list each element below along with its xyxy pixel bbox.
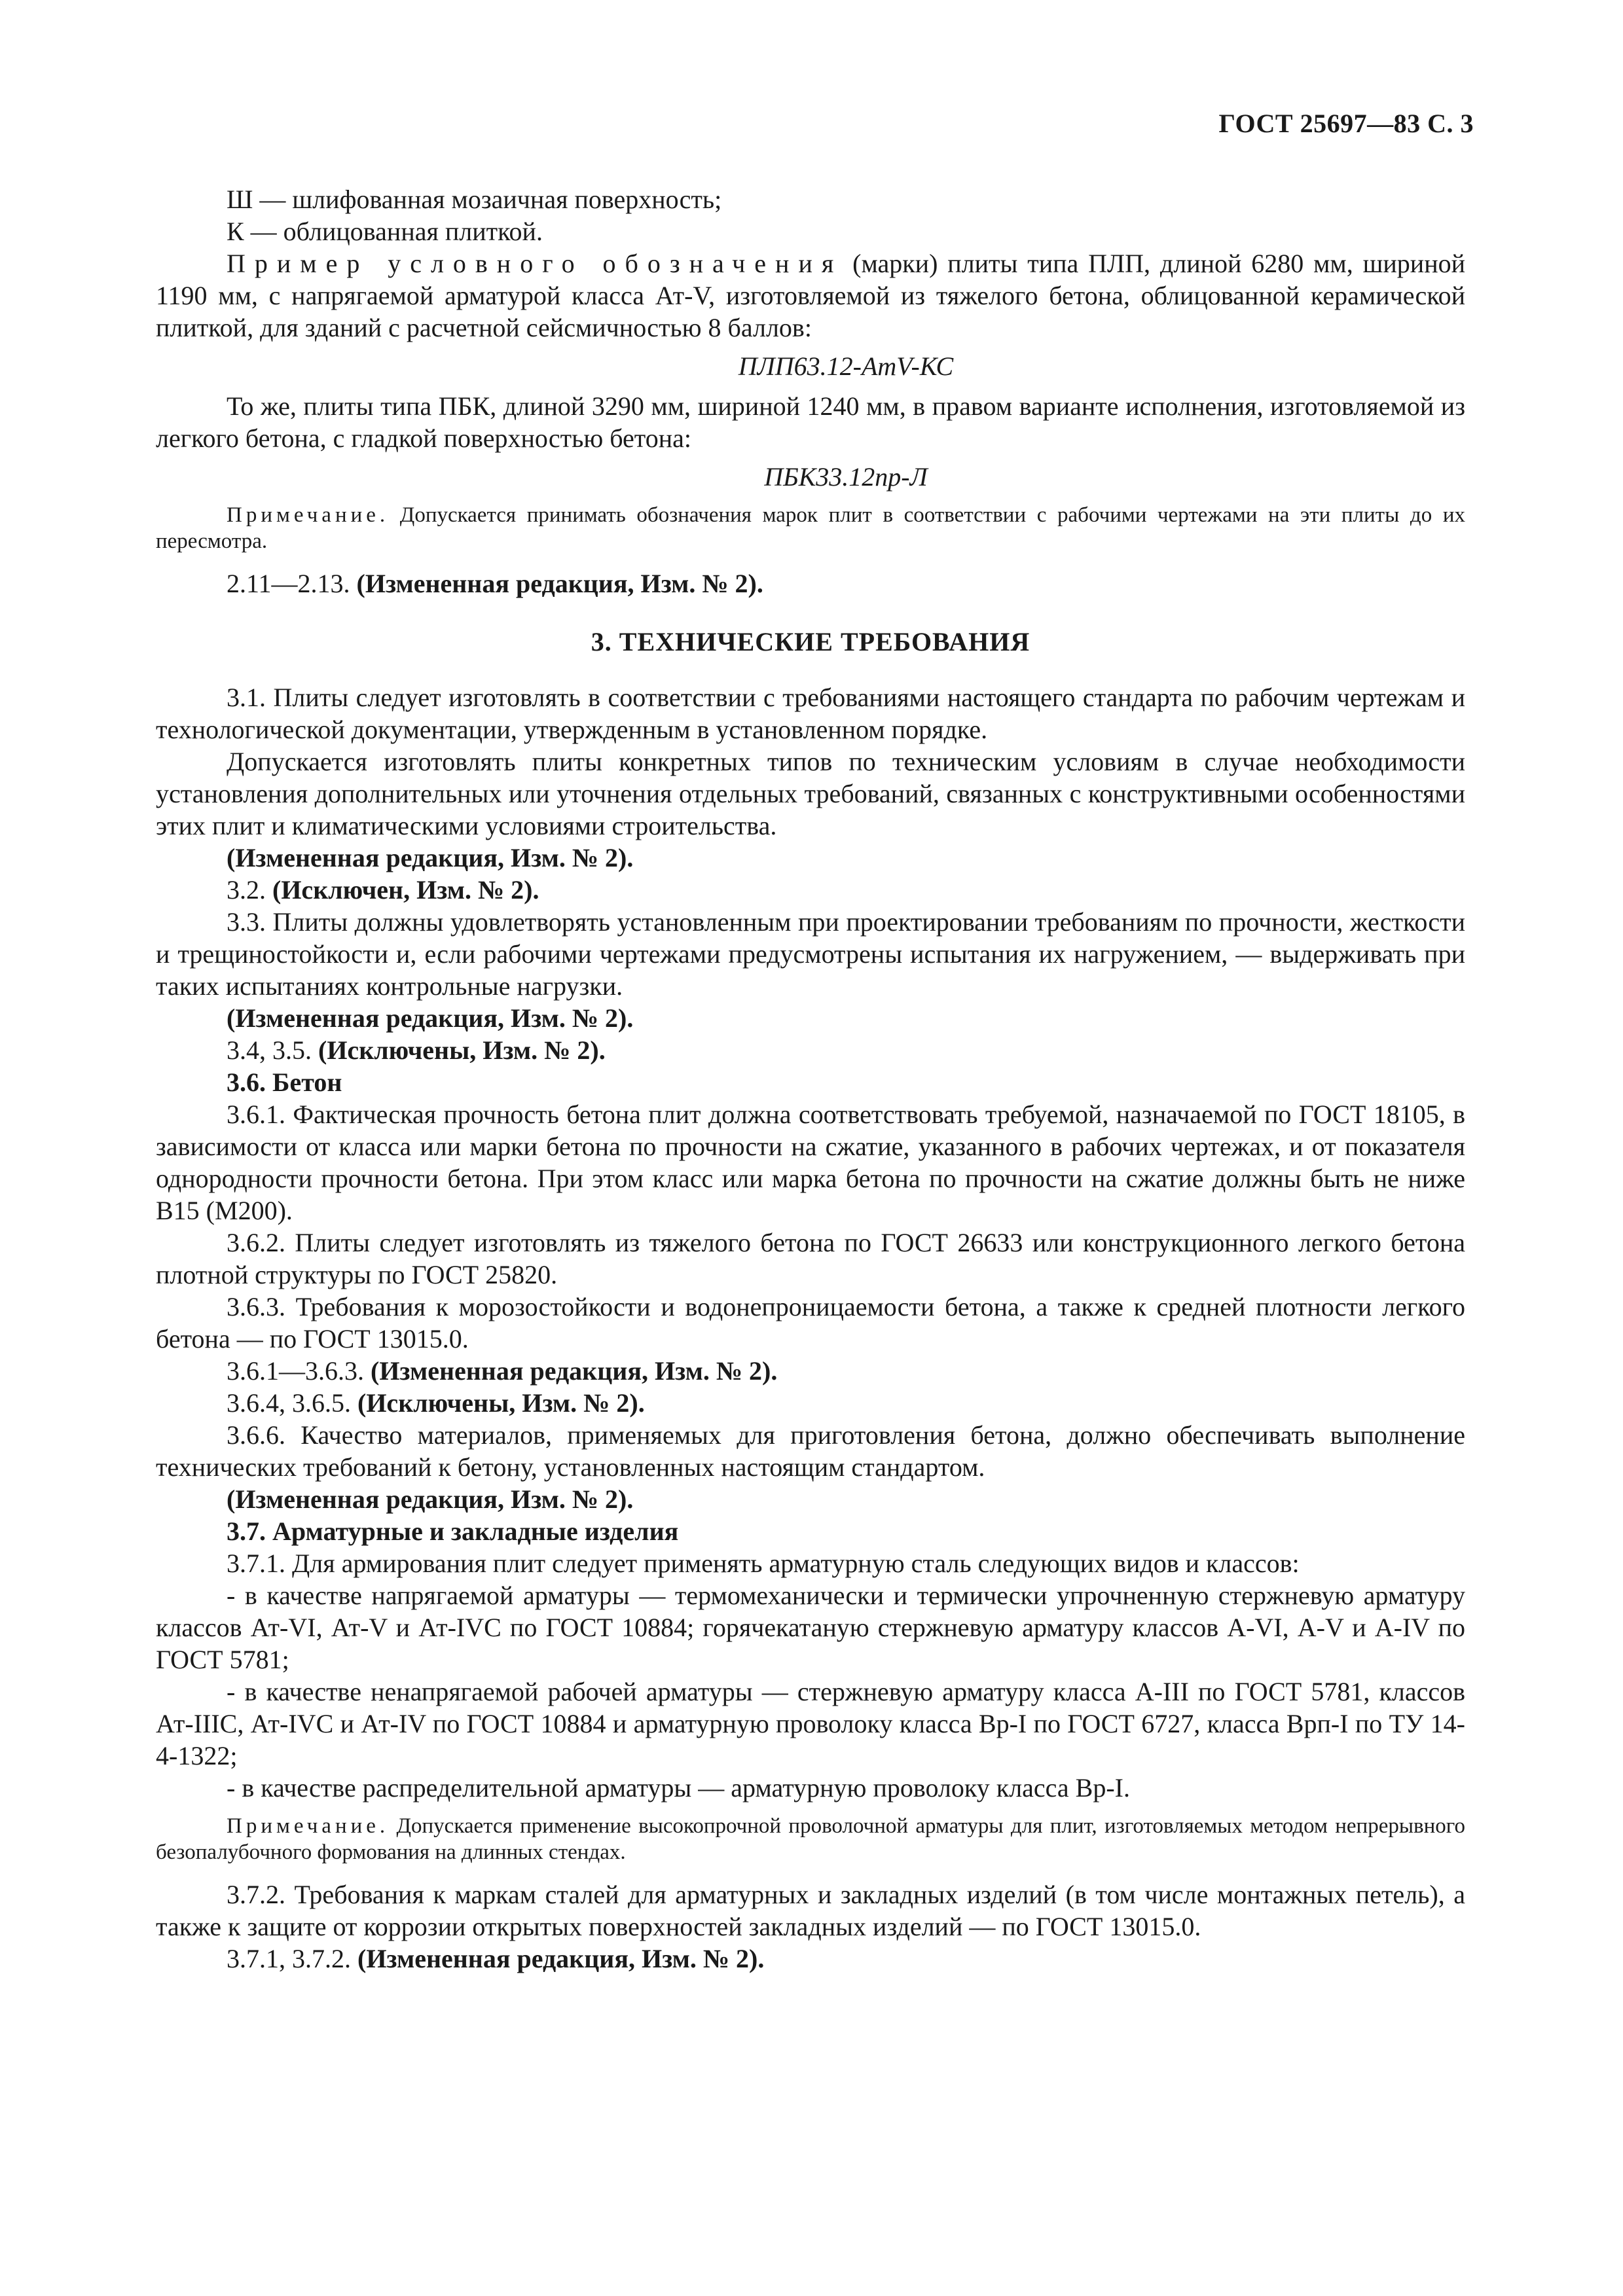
paragraph-example: [156, 247, 1465, 344]
note-label: Примечание.: [227, 503, 390, 527]
subsection-3-6-title: [156, 1066, 1465, 1098]
example-label: Пример условного обозначения: [227, 249, 843, 278]
subsection-3-7-title: [156, 1515, 1465, 1547]
clause-number: 3.2.: [227, 875, 272, 905]
amendment-note: (Измененная редакция, Изм. № 2).: [227, 1003, 634, 1033]
amendment-3-3: [156, 1002, 1465, 1034]
clause-number: 3.6.4, 3.6.5.: [227, 1388, 357, 1418]
amendment-note: (Исключен, Изм. № 2).: [272, 875, 539, 905]
section-title: 3. ТЕХНИЧЕСКИЕ ТРЕБОВАНИЯ: [591, 627, 1030, 656]
paragraph-3-6-1: 3.6.1. Фактическая прочность бетона плит должна соответствовать требуемой, назначаемой по ГОСТ 18105, в зависимости от класса или марки бетона по прочности на сжатие, указанного в рабочих чертежах, и от показателя однородности прочности бетона. При этом класс или марка бетона по прочности на сжатие должны быть не ниже В15 (М200).: [156, 1100, 1465, 1225]
paragraph-3-6-4: [156, 1387, 1465, 1419]
note-text: Допускается применение высокопрочной проволочной арматуры для плит, изготовляемых методом непрерывного безопалубочного формования на длинных стендах.: [156, 1814, 1465, 1864]
paragraph-3-7-1: 3.7.1. Для армирования плит следует применять арматурную сталь следующих видов и классов:: [227, 1549, 1300, 1578]
amendment-note: (Исключены, Изм. № 2).: [318, 1035, 606, 1065]
amendment-note: (Измененная редакция, Изм. № 2).: [227, 843, 634, 872]
document-body: [156, 183, 1465, 1975]
subsection-heading: 3.7. Арматурные и закладные изделия: [227, 1516, 679, 1546]
paragraph-2-11: [156, 567, 1465, 600]
paragraph-3-1: 3.1. Плиты следует изготовлять в соответствии с требованиями настоящего стандарта по рабочим чертежам и технологической документации, утвержденным в установленном порядке.: [156, 683, 1465, 744]
note-text: Допускается принимать обозначения марок плит в соответствии с рабочими чертежами на эти плиты до их пересмотра.: [156, 503, 1465, 553]
subsection-heading: 3.6. Бетон: [227, 1067, 342, 1097]
paragraph-3-6-6: 3.6.6. Качество материалов, применяемых для приготовления бетона, должно обеспечивать выполнение технических требований к бетону, установленных настоящим стандартом.: [156, 1420, 1465, 1482]
paragraph-3-6-1-3: [156, 1355, 1465, 1387]
amendment-note: (Измененная редакция, Изм. № 2).: [371, 1356, 778, 1386]
list-item-non-prestressed: - в качестве ненапрягаемой рабочей арматуры — стержневую арматуру класса А-III по ГОСТ 5781, классов Ат-IIIC, Ат-IVC и Ат-IV по ГОСТ 10884 и арматурную проволоку класса Вр-I по ГОСТ 6727, класса Врп-I по ТУ 14-4-1322;: [156, 1677, 1465, 1770]
amendment-note: (Измененная редакция, Изм. № 2).: [357, 1944, 765, 1973]
paragraph-3-7-2: 3.7.2. Требования к маркам сталей для арматурных и закладных изделий (в том числе монтажных петель), а также к защите от коррозии открытых поверхностей закладных изделий — по ГОСТ 13015.0.: [156, 1880, 1465, 1941]
amendment-note: (Измененная редакция, Изм. № 2).: [356, 569, 763, 598]
note-wire: [156, 1813, 1465, 1865]
list-item-prestressed: - в качестве напрягаемой арматуры — термомеханически и термически упрочненную стержневую арматуру классов Ат-VI, Ат-V и Ат-IVC по ГОСТ 10884; горячекатаную стержневую арматуру классов А-VI, А-V и А-IV по ГОСТ 5781;: [156, 1581, 1465, 1674]
mark-example-1: ПЛП63.12-АтV-КС: [738, 351, 954, 381]
amendment-note: (Измененная редакция, Изм. № 2).: [227, 1484, 634, 1514]
mark-example-2: ПБК33.12пр-Л: [764, 462, 928, 492]
clause-number: 3.4, 3.5.: [227, 1035, 318, 1065]
paragraph-k: К — облицованная плиткой.: [227, 217, 543, 246]
note-label: Примечание.: [227, 1814, 390, 1838]
clause-number: 3.6.1—3.6.3.: [227, 1356, 371, 1386]
amendment-3-1: [156, 842, 1465, 874]
paragraph-3-6-2: 3.6.2. Плиты следует изготовлять из тяжелого бетона по ГОСТ 26633 или конструкционного легкого бетона плотной структуры по ГОСТ 25820.: [156, 1228, 1465, 1289]
example-text: (марки) плиты типа ПЛП, длиной 6280 мм, шириной 1190 мм, с напрягаемой арматурой класса Ат-V, изготовляемой из тяжелого бетона, облицованной керамической плиткой, для зданий с расчетной сейсмичностью 8 баллов:: [156, 249, 1466, 342]
note-designations: [156, 502, 1465, 554]
paragraph-3-1-b: Допускается изготовлять плиты конкретных типов по техническим условиям в случае необходимости установления дополнительных или уточнения отдельных требований, связанных с конструктивными особенностями этих плит и климатическими условиями строительства.: [156, 747, 1465, 840]
list-item-distribution: - в качестве распределительной арматуры — арматурную проволоку класса Вр-I.: [227, 1773, 1130, 1803]
paragraph-3-4: [156, 1034, 1465, 1066]
clause-number: 2.11—2.13.: [227, 569, 357, 598]
paragraph-3-7-1-2: [156, 1943, 1465, 1975]
paragraph-sh: Ш — шлифованная мозаичная поверхность;: [227, 185, 722, 214]
paragraph-3-3: 3.3. Плиты должны удовлетворять установленным при проектировании требованиям по прочности, жесткости и трещиностойкости и, если рабочими чертежами предусмотрены испытания их нагружением, — выдерживать при таких испытаниях контрольные нагрузки.: [156, 907, 1465, 1001]
paragraph-same: То же, плиты типа ПБК, длиной 3290 мм, шириной 1240 мм, в правом варианте исполнения, изготовляемой из легкого бетона, с гладкой поверхностью бетона:: [156, 391, 1465, 453]
paragraph-3-6-3: 3.6.3. Требования к морозостойкости и водонепроницаемости бетона, а также к средней плотности легкого бетона — по ГОСТ 13015.0.: [156, 1292, 1465, 1354]
clause-number: 3.7.1, 3.7.2.: [227, 1944, 357, 1973]
page-header: ГОСТ 25697—83 С. 3: [1218, 109, 1474, 138]
paragraph-3-2: [156, 874, 1465, 906]
amendment-note: (Исключены, Изм. № 2).: [357, 1388, 645, 1418]
amendment-3-6-6: [156, 1483, 1465, 1515]
